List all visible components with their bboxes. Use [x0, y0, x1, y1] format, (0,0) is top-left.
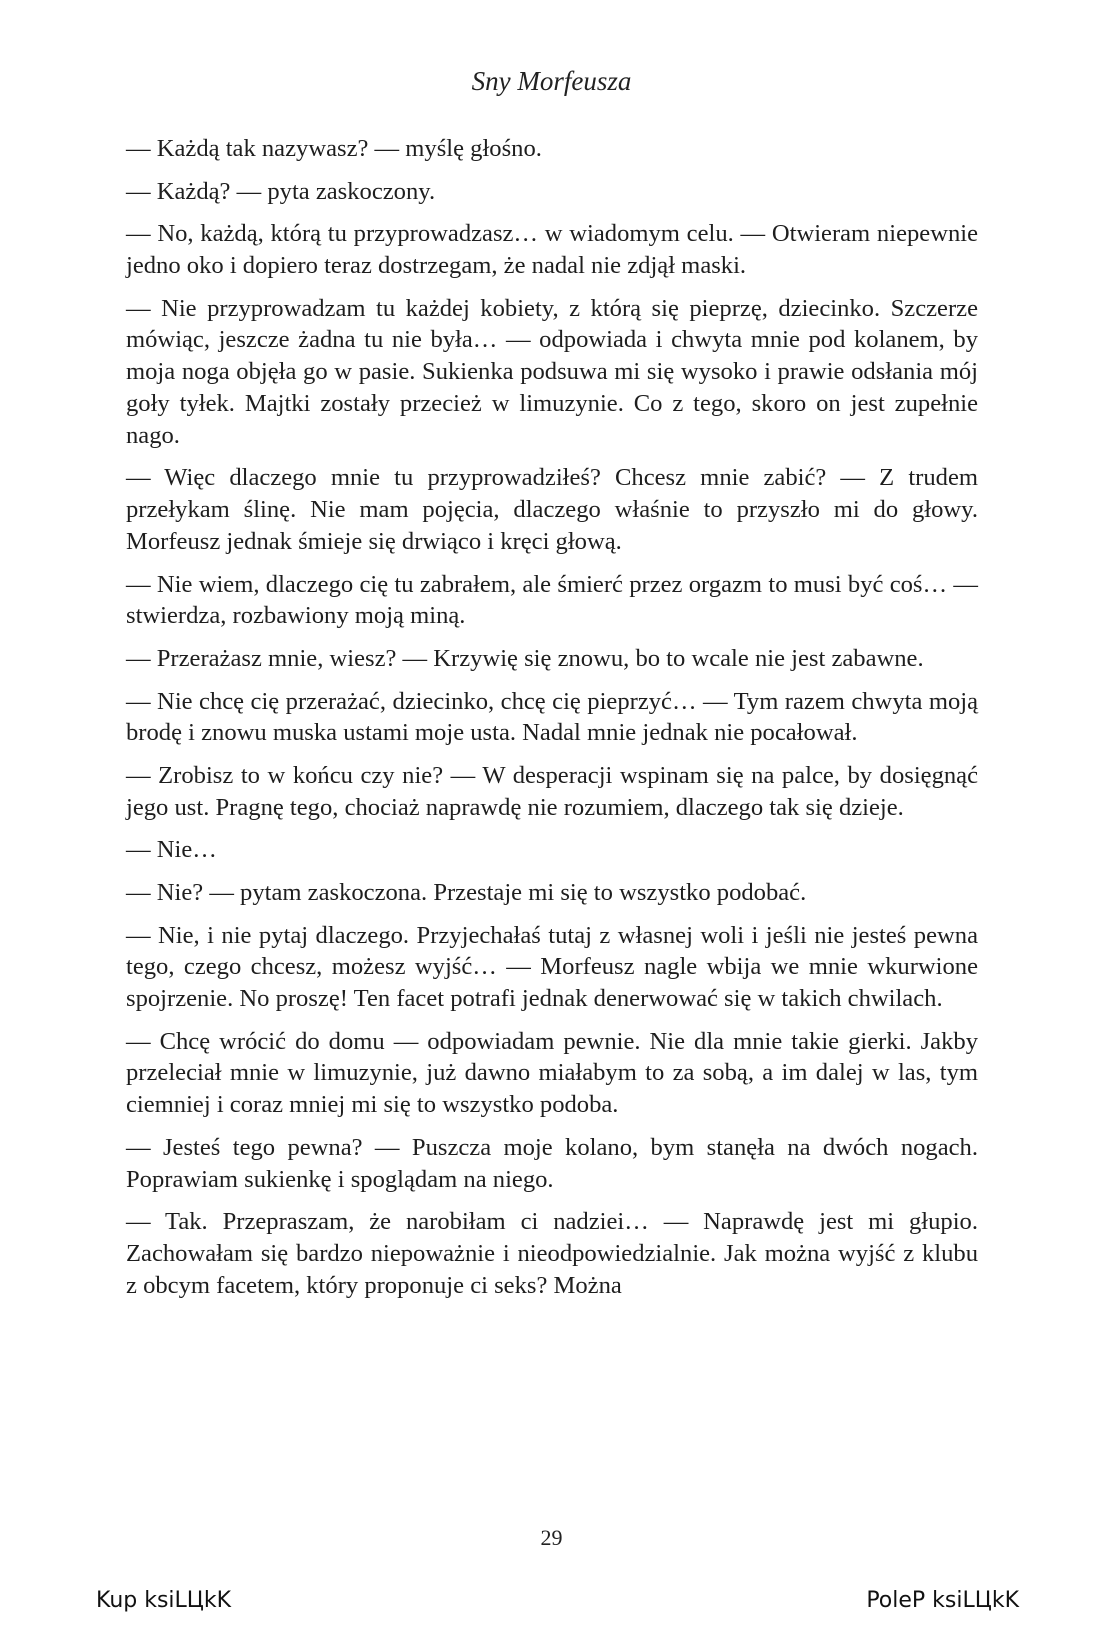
page-number: 29	[540, 1525, 563, 1550]
paragraph: — Nie…	[126, 836, 217, 864]
paragraph: — Jesteś tego pewna? — Puszcza moje kolano, bym stanęła na dwóch nogach. Poprawiam sukienkę i spoglądam na niego.	[126, 1133, 978, 1193]
running-head-title: Sny Morfeusza	[471, 66, 632, 96]
paragraph: — Chcę wrócić do domu — odpowiadam pewnie. Nie dla mnie takie gierki. Jakby przeleciał mnie w limuzynie, już dawno miałabym to za sobą, a im dalej w las, tym ciemniej i coraz mniej mi się to wszystko podoba.	[126, 1027, 978, 1119]
paragraph: — Nie przyprowadzam tu każdej kobiety, z którą się pieprzę, dziecinko. Szczerze mówiąc, jeszcze żadna tu nie była… — odpowiada i chwyta mnie pod kolanem, by moja noga objęła go w pasie. Sukienka podsuwa mi się wysoko i prawie odsłania mój goły tyłek. Majtki zostały przecież w limuzynie. Co z tego, skoro on jest zupełnie nago.	[126, 294, 978, 449]
paragraph: — Każdą tak nazywasz? — myślę głośno.	[126, 135, 542, 162]
paragraph: — Tak. Przepraszam, że narobiłam ci nadziei… — Naprawdę jest mi głupio. Zachowałam się bardzo niepoważnie i nieodpowiedzialnie. Jak można wyjść z klubu z obcym facetem, który proponuje ci seks? Można	[126, 1208, 978, 1299]
page-body-text	[126, 133, 978, 1312]
recommend-book-link[interactable]: PoleP ksiLЦkK	[866, 1588, 1019, 1613]
paragraph: — No, każdą, którą tu przyprowadzasz… w wiadomym celu. — Otwieram niepewnie jedno oko i dopiero teraz dostrzegam, że nadal nie zdjął maski.	[126, 220, 978, 279]
paragraph: — Zrobisz to w końcu czy nie? — W desperacji wspinam się na palce, by dosięgnąć jego ust. Pragnę tego, chociaż naprawdę nie rozumiem, dlaczego tak się dzieje.	[126, 761, 978, 821]
paragraph: — Nie wiem, dlaczego cię tu zabrałem, ale śmierć przez orgazm to musi być coś… — stwierdza, rozbawiony moją miną.	[126, 570, 978, 630]
paragraph: — Nie? — pytam zaskoczona. Przestaje mi się to wszystko podobać.	[126, 878, 807, 906]
paragraph: — Przerażasz mnie, wiesz? — Krzywię się znowu, bo to wcale nie jest zabawne.	[126, 644, 924, 672]
paragraph: — Więc dlaczego mnie tu przyprowadziłeś? Chcesz mnie zabić? — Z trudem przełykam ślinę. Nie mam pojęcia, dlaczego właśnie to przyszło mi do głowy. Morfeusz jednak śmieje się drwiąco i kręci głową.	[126, 464, 978, 555]
paragraph: — Nie chcę cię przerażać, dziecinko, chcę cię pieprzyć… — Tym razem chwyta moją brodę i znowu muska ustami moje usta. Nadal mnie jednak nie pocałował.	[126, 687, 978, 747]
paragraph: — Nie, i nie pytaj dlaczego. Przyjechałaś tutaj z własnej woli i jeśli nie jesteś pewna tego, czego chcesz, możesz wyjść… — Morfeusz nagle wbija we mnie wkurwione spojrzenie. No proszę! Ten facet potrafi jednak denerwować się w takich chwilach.	[126, 921, 978, 1013]
buy-book-link[interactable]: Kup ksiLЦkK	[96, 1588, 232, 1613]
paragraph: — Każdą? — pyta zaskoczony.	[126, 177, 436, 205]
